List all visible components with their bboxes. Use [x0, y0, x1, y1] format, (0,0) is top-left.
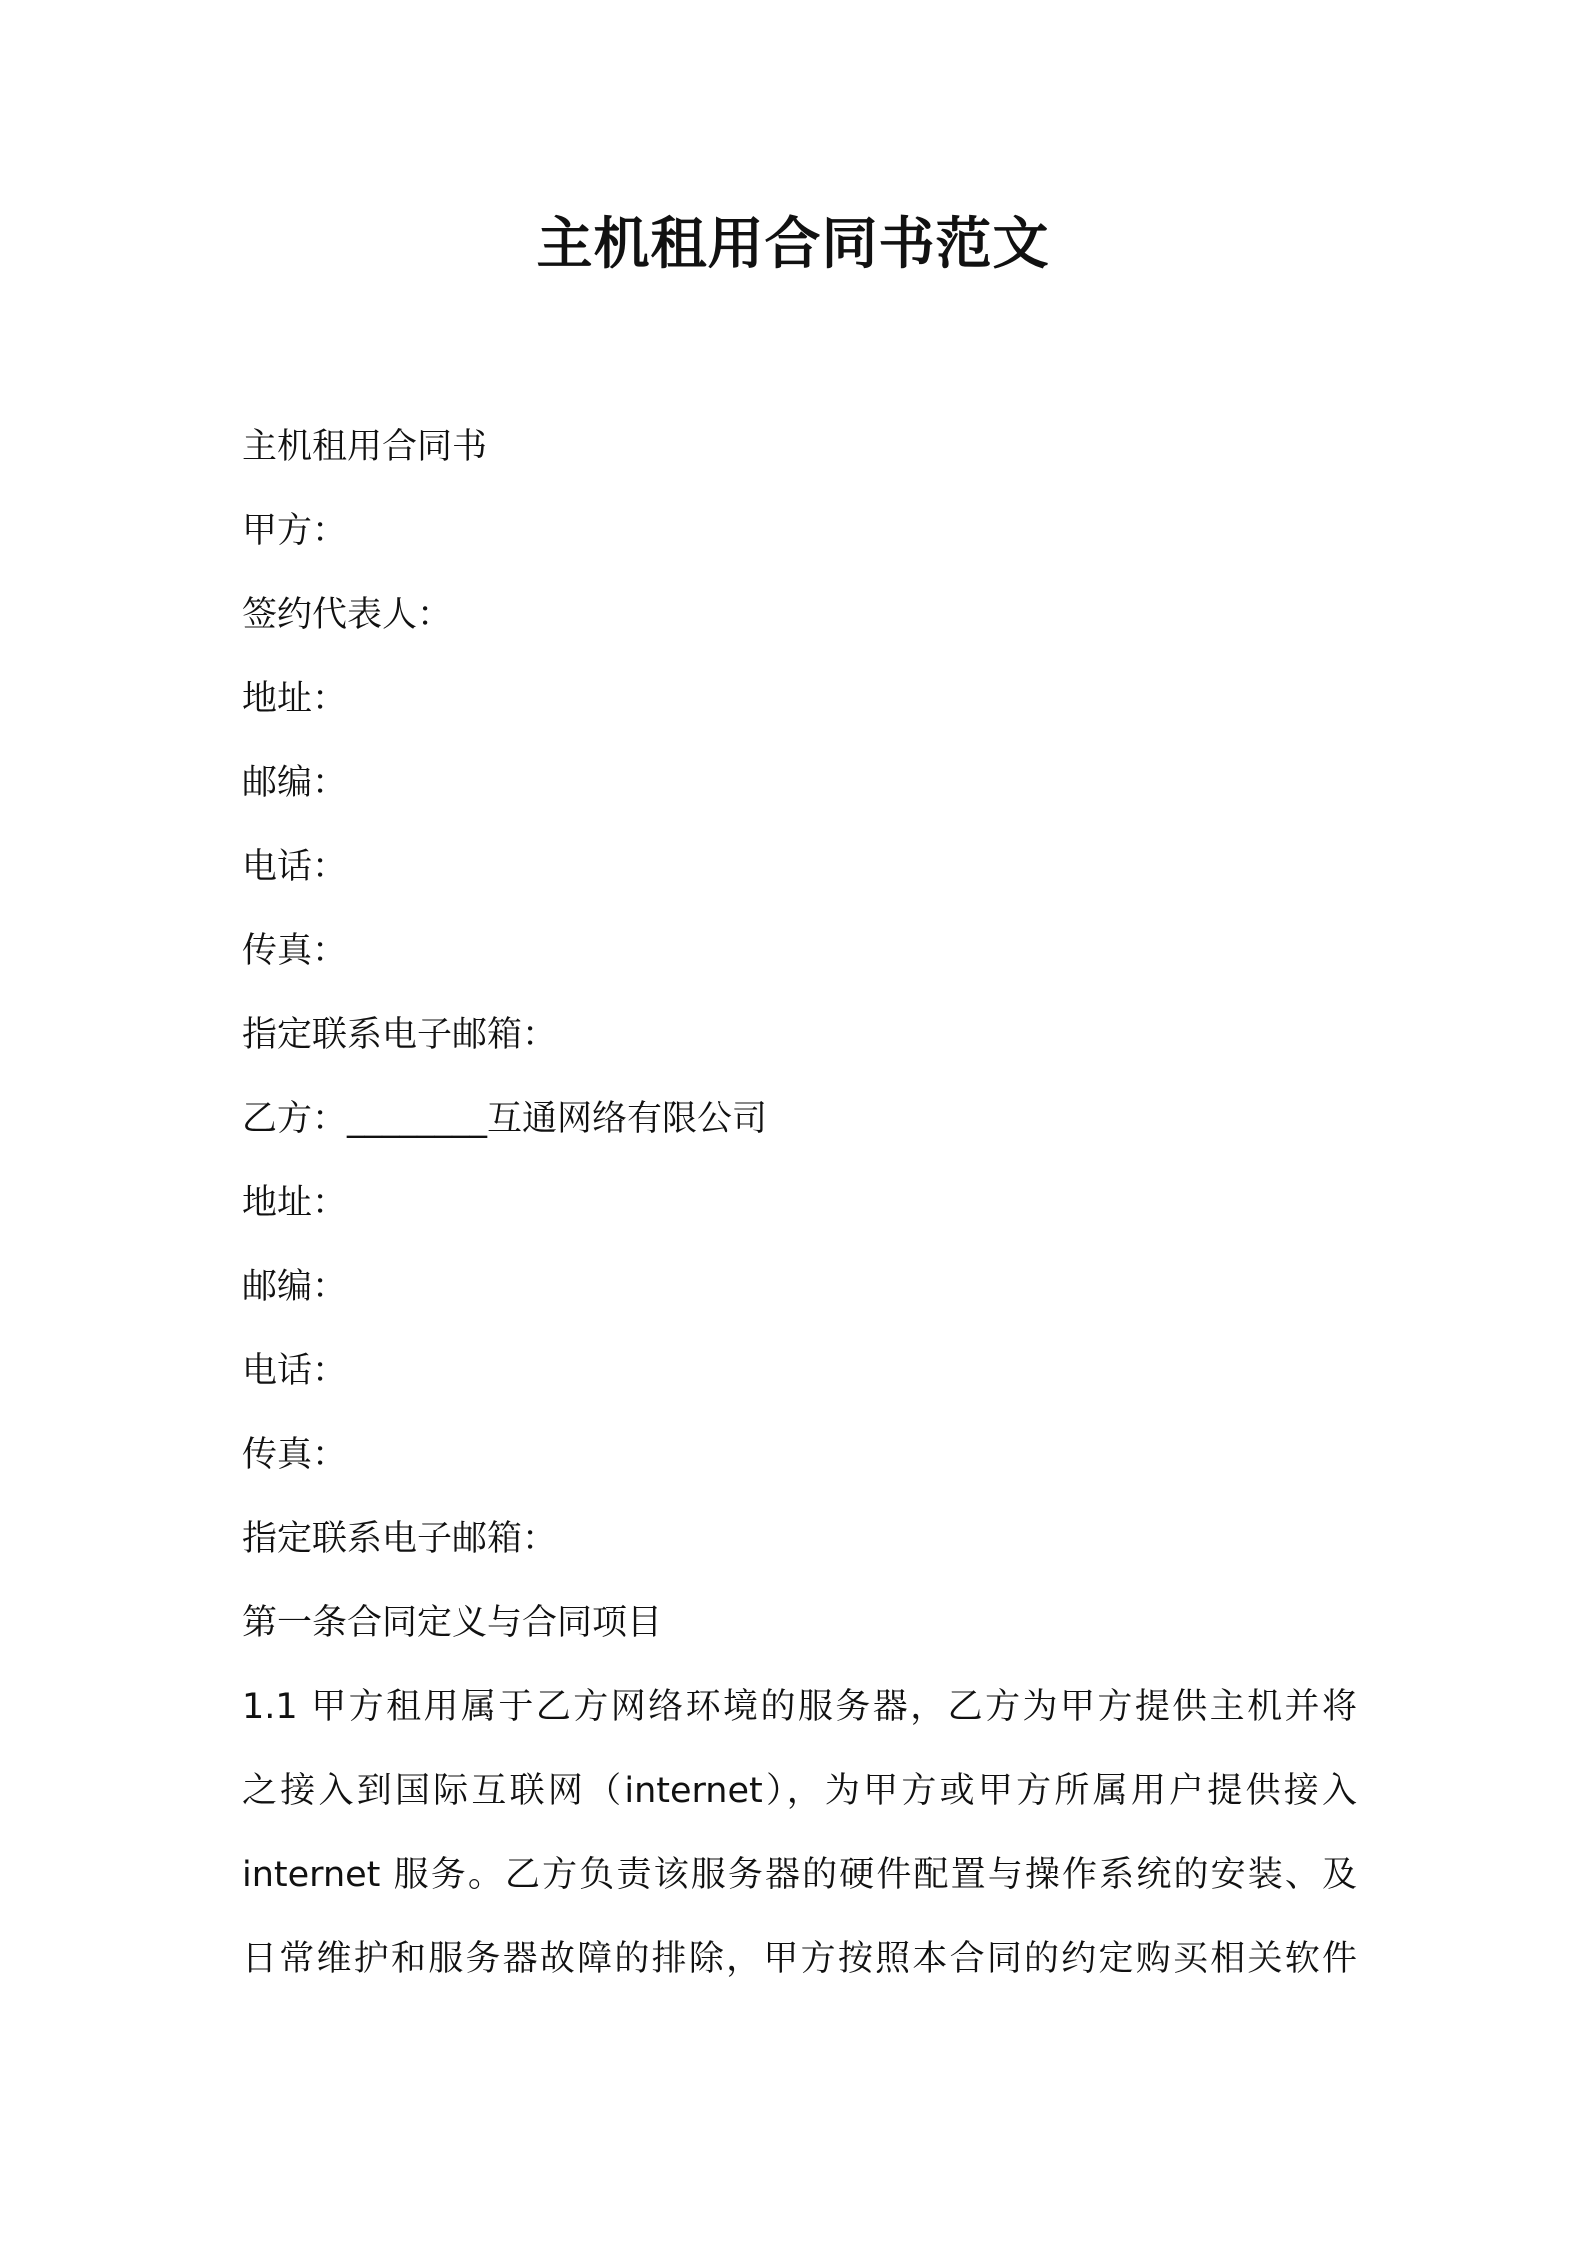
document-body: [242, 405, 1372, 2001]
party-b-phone: 电话：: [242, 1351, 348, 1391]
party-a-representative: 签约代表人：: [242, 595, 453, 635]
clause-1-1-paragraph: [242, 1665, 1357, 2001]
contract-heading: 主机租用合同书: [242, 427, 488, 467]
clause-1-1-line: internet 服务。乙方负责该服务器的硬件配置与操作系统的安装、及: [242, 1855, 1357, 1895]
article-1-heading: 第一条合同定义与合同项目: [242, 1603, 663, 1643]
party-b-address: 地址：: [242, 1183, 348, 1223]
party-a-label: 甲方：: [242, 511, 348, 551]
clause-1-1-line: 日常维护和服务器故障的排除，甲方按照本合同的约定购买相关软件: [242, 1939, 1357, 1979]
clause-1-1-line: 1.1 甲方租用属于乙方网络环境的服务器，乙方为甲方提供主机并将: [242, 1687, 1357, 1727]
party-b-email: 指定联系电子邮箱：: [242, 1519, 558, 1559]
party-a-address: 地址：: [242, 679, 348, 719]
party-b-fax: 传真：: [242, 1435, 348, 1475]
party-a-fax: 传真：: [242, 931, 348, 971]
party-a-phone: 电话：: [242, 847, 348, 887]
party-b-postcode: 邮编：: [242, 1267, 348, 1307]
document-title: 主机租用合同书范文: [536, 212, 1050, 277]
party-b-label: 乙方：________互通网络有限公司: [242, 1099, 768, 1139]
clause-1-1-line: 之接入到国际互联网（internet），为甲方或甲方所属用户提供接入: [242, 1771, 1357, 1811]
party-a-email: 指定联系电子邮箱：: [242, 1015, 558, 1055]
party-a-postcode: 邮编：: [242, 763, 348, 803]
